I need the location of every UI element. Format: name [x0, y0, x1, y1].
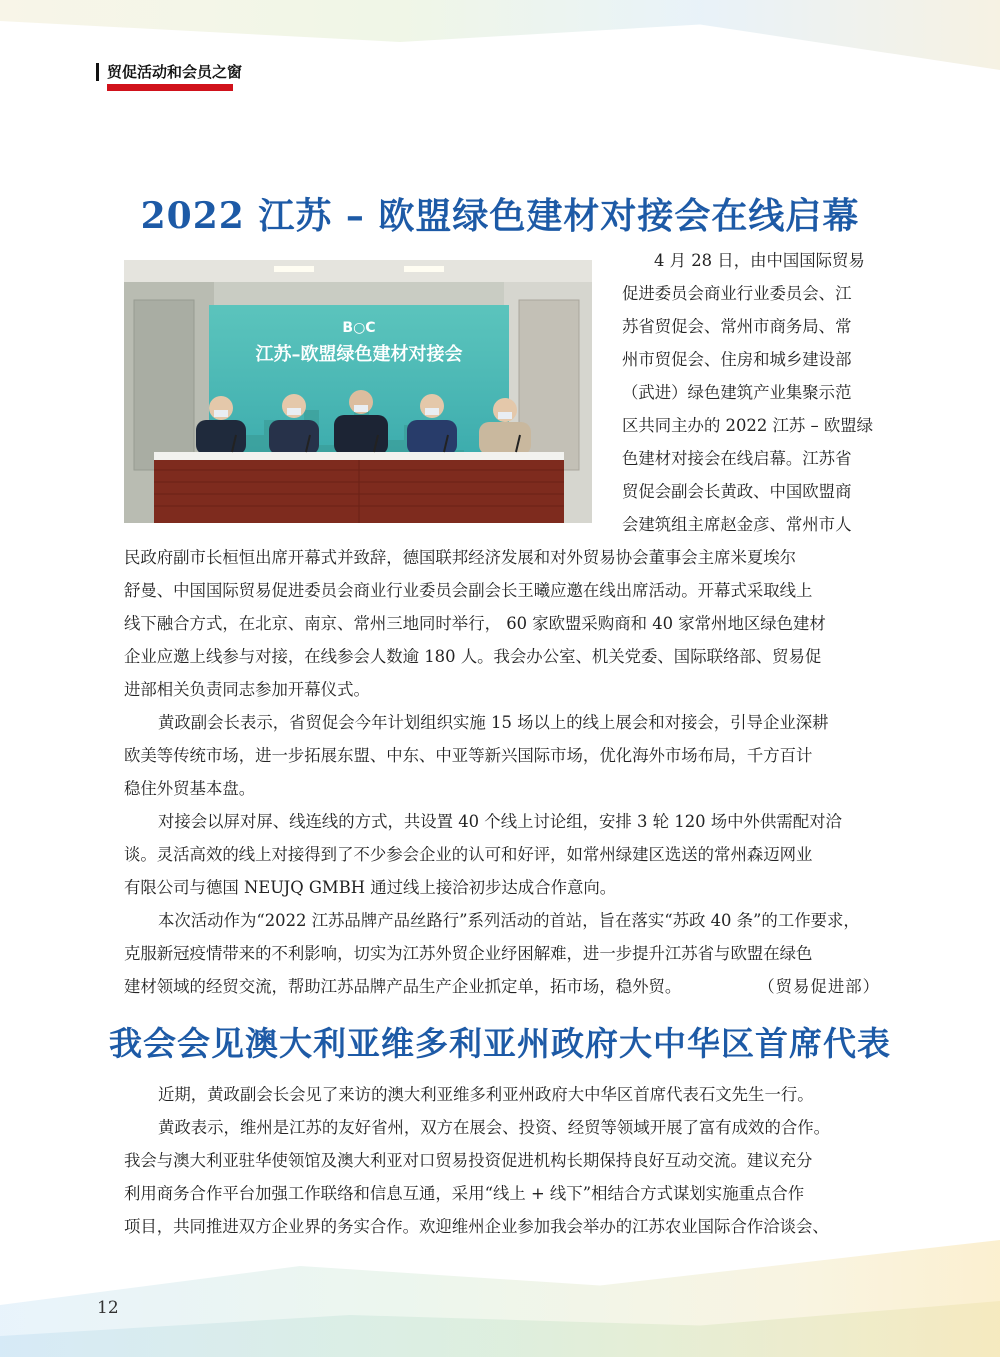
- event-photo: [124, 260, 592, 523]
- article2-line: 黄政表示，维州是江苏的友好省州，双方在展会、投资、经贸等领域开展了富有成效的合作。: [158, 1118, 831, 1137]
- article1-line: 稳住外贸基本盘。: [124, 779, 256, 798]
- article1-body: [124, 541, 880, 1003]
- article1-line: 建材领域的经贸交流，帮助江苏品牌产品生产企业抓定单，拓市场，稳外贸。: [124, 977, 682, 996]
- article1-line: 谈。灵活高效的线上对接得到了不少参会企业的认可和好评，如常州绿建区选送的常州森迈网业: [124, 845, 813, 864]
- article1-line: 本次活动作为“2022 江苏品牌产品丝路行”系列活动的首站，旨在落实“苏政 40 条”的工作要求，: [158, 911, 860, 930]
- article2-title: 我会会见澳大利亚维多利亚州政府大中华区首席代表: [109, 1024, 891, 1063]
- page-number: 12: [97, 1298, 119, 1318]
- article1-line: 色建材对接会在线启幕。江苏省: [622, 449, 852, 468]
- article2-line: 利用商务合作平台加强工作联络和信息互通，采用“线上 + 线下”相结合方式谋划实施重点合作: [124, 1184, 805, 1203]
- article1-line: 苏省贸促会、常州市商务局、常: [622, 317, 852, 336]
- article1-line: 贸促会副会长黄政、中国欧盟商: [622, 482, 852, 501]
- article2-body: [124, 1078, 880, 1243]
- article1-line: 会建筑组主席赵金彦、常州市人: [622, 515, 852, 534]
- article1-source: （贸易促进部）: [758, 977, 880, 996]
- backdrop-title: 江苏–欧盟绿色建材对接会: [255, 344, 463, 365]
- article1-line: 对接会以屏对屏、线连线的方式，共设置 40 个线上讨论组，安排 3 轮 120 场中外供需配对洽: [158, 812, 842, 831]
- article1-line: 有限公司与德国 NEUJQ GMBH 通过线上接洽初步达成合作意向。: [124, 878, 617, 897]
- article2-line: 项目，共同推进双方企业界的务实合作。欢迎维州企业参加我会举办的江苏农业国际合作洽谈会、: [124, 1217, 829, 1236]
- article1-line: 促进委员会商业行业委员会、江: [622, 284, 852, 303]
- article1-line: 州市贸促会、住房和城乡建设部: [622, 350, 852, 369]
- article1-title: 2022 江苏 – 欧盟绿色建材对接会在线启幕: [140, 195, 860, 237]
- article1-line: 区共同主办的 2022 江苏 – 欧盟绿: [622, 416, 874, 435]
- article2-line: 近期，黄政副会长会见了来访的澳大利亚维多利亚州政府大中华区首席代表石文先生一行。: [158, 1085, 814, 1104]
- article1-line: 线下融合方式，在北京、南京、常州三地同时举行， 60 家欧盟采购商和 40 家常州地区绿色建材: [124, 614, 826, 633]
- article1-line: 黄政副会长表示，省贸促会今年计划组织实施 15 场以上的线上展会和对接会，引导企业深耕: [158, 713, 829, 732]
- section-label: 贸促活动和会员之窗: [96, 63, 242, 81]
- section-label-underline: [107, 84, 233, 91]
- article2-line: 我会与澳大利亚驻华使领馆及澳大利亚对口贸易投资促进机构长期保持良好互动交流。建议充分: [124, 1151, 813, 1170]
- article1-line: 企业应邀上线参与对接，在线参会人数逾 180 人。我会办公室、机关党委、国际联络部、贸易促: [124, 647, 822, 666]
- article1-line: 进部相关负责同志参加开幕仪式。: [124, 680, 370, 699]
- article1-line: 克服新冠疫情带来的不利影响，切实为江苏外贸企业纾困解难，进一步提升江苏省与欧盟在绿色: [124, 944, 813, 963]
- article1-line: 民政府副市长桓恒出席开幕式并致辞，德国联邦经济发展和对外贸易协会董事会主席米夏埃尔: [124, 548, 797, 567]
- article1-line: 4 月 28 日，由中国国际贸易: [654, 251, 865, 270]
- header-decoration: [0, 0, 1000, 70]
- article1-line: 舒曼、中国国际贸易促进委员会商业行业委员会副会长王曦应邀在线出席活动。开幕式采取线上: [124, 581, 813, 600]
- backdrop-logo: B○C: [342, 320, 376, 336]
- article1-intro-column: [622, 244, 878, 541]
- article1-line: 欧美等传统市场，进一步拓展东盟、中东、中亚等新兴国际市场，优化海外市场布局，千方百计: [124, 746, 813, 765]
- article1-line: （武进）绿色建筑产业集聚示范: [622, 383, 852, 402]
